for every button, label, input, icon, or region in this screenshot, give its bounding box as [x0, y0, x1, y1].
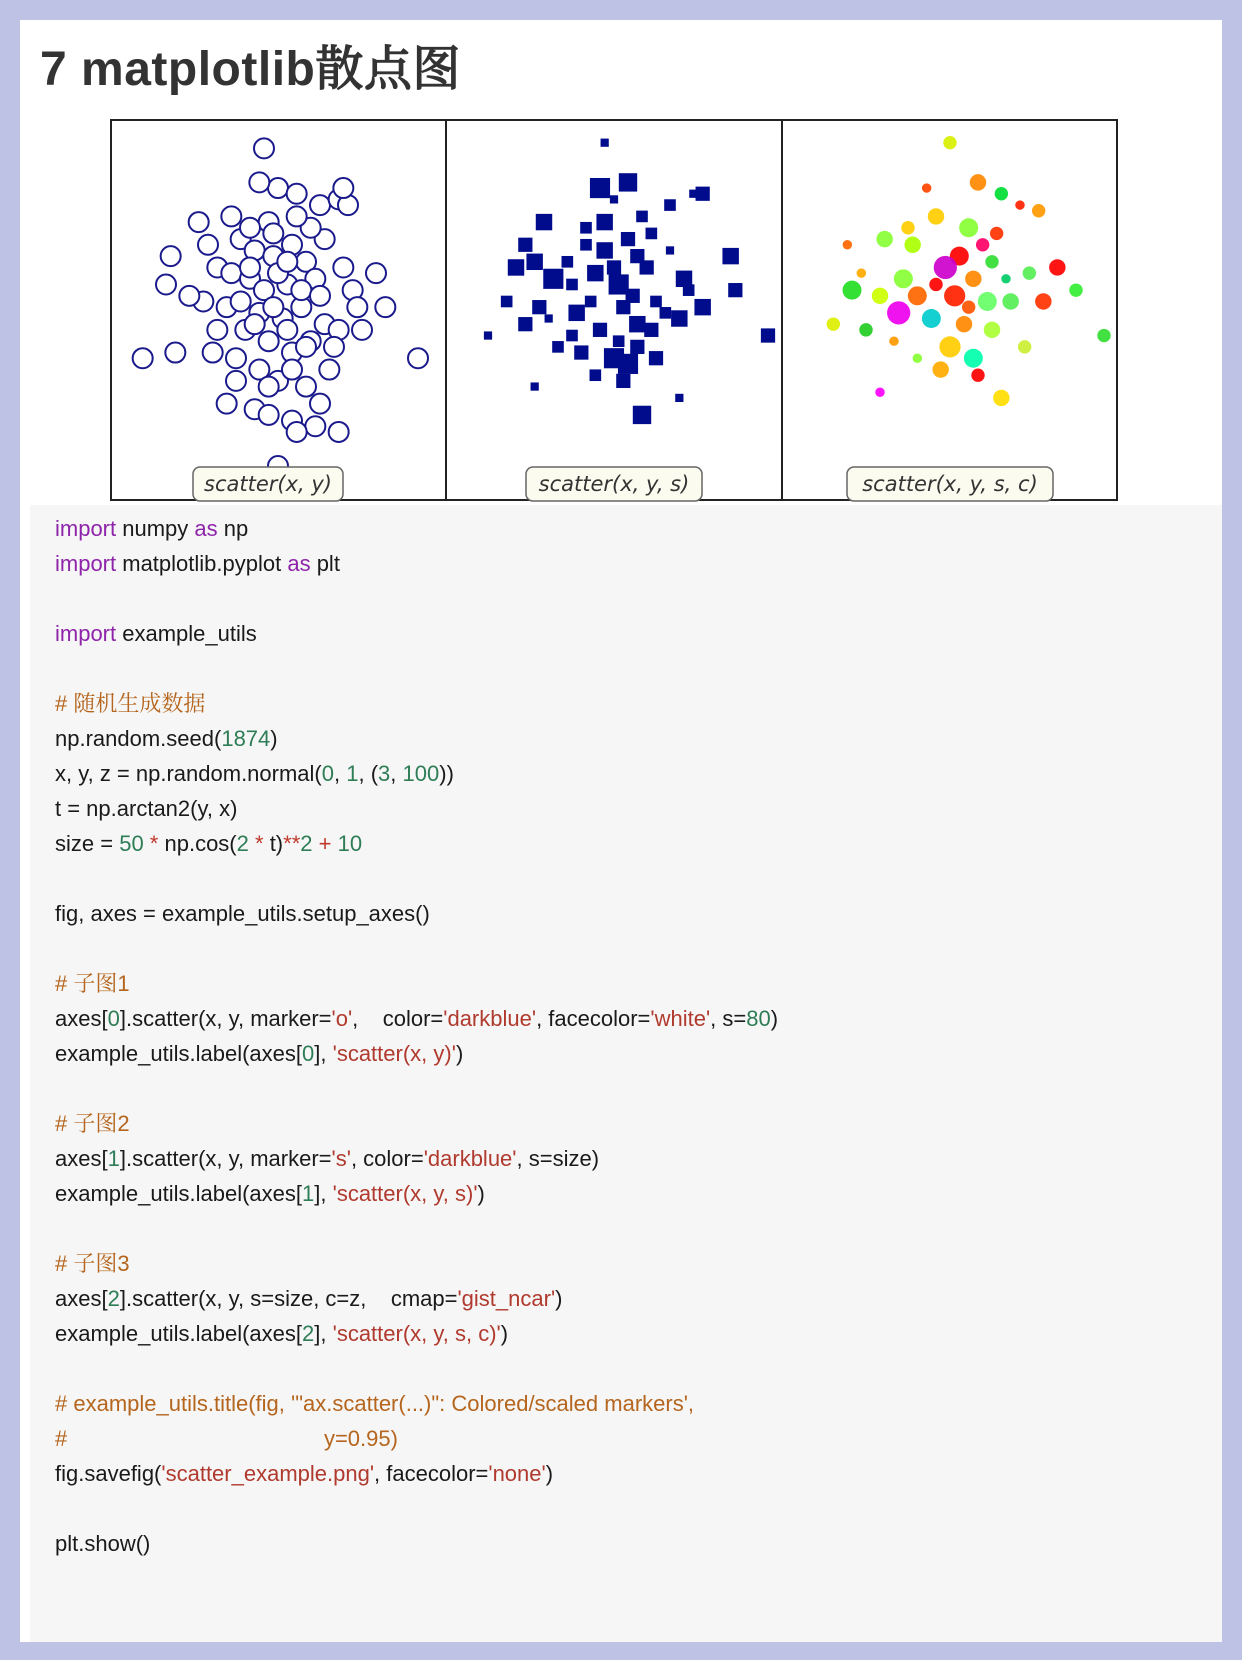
scatter-point: [596, 214, 612, 230]
scatter-point: [683, 284, 695, 296]
scatter-point: [922, 309, 941, 328]
code-text: ],: [314, 1041, 333, 1066]
scatter-point: [626, 289, 640, 303]
scatter-point: [217, 394, 237, 414]
scatter-point: [277, 320, 297, 340]
keyword: import: [55, 551, 117, 576]
scatter-point: [552, 341, 564, 353]
code-comment: # example_utils.title(fig, '"ax.scatter(...)": Colored/scaled markers',: [55, 1391, 695, 1416]
number: 1: [107, 1146, 120, 1171]
code-text: ): [555, 1286, 563, 1311]
string: 'scatter(x, y, s, c)': [332, 1321, 501, 1346]
scatter-point: [964, 349, 983, 368]
scatter-point: [944, 285, 965, 306]
code-text: ): [455, 1041, 464, 1066]
scatter-point: [310, 286, 330, 306]
scatter-point: [722, 248, 738, 264]
code-text: , s=size): [516, 1146, 600, 1171]
scatter-point: [859, 323, 872, 336]
scatter-point: [1035, 293, 1051, 309]
panel-label: scatter(x, y): [204, 472, 332, 496]
scatter-point: [965, 271, 981, 287]
number: 0: [321, 761, 334, 786]
scatter-point: [585, 296, 597, 308]
scatter-point: [580, 222, 592, 234]
scatter-point: [156, 274, 176, 294]
scatter-point: [633, 406, 651, 424]
scatter-point: [226, 371, 246, 391]
scatter-point: [319, 360, 339, 380]
code-text: np: [217, 516, 249, 541]
scatter-point: [993, 390, 1009, 406]
code-text: axes[: [55, 1146, 108, 1171]
code-text: )): [439, 761, 454, 786]
code-comment: # 子图3: [55, 1251, 130, 1276]
scatter-point: [1018, 340, 1031, 353]
code-text: example_utils.label(axes[: [55, 1181, 303, 1206]
scatter-point: [601, 139, 609, 147]
string: 'scatter_example.png': [161, 1461, 375, 1486]
number: 2: [107, 1286, 120, 1311]
panel-labels: [193, 467, 1053, 501]
scatter-point: [889, 336, 898, 345]
scatter-point: [287, 422, 307, 442]
scatter-point: [179, 286, 199, 306]
code-line-9: fig, axes = example_utils.setup_axes(): [55, 901, 430, 926]
scatter-point: [908, 286, 927, 305]
scatter-point: [282, 360, 302, 380]
article-card: [20, 20, 1222, 1642]
scatter-point: [352, 320, 372, 340]
code-text: ): [500, 1321, 509, 1346]
code-line-5: [55, 725, 278, 753]
scatter-point: [901, 221, 914, 234]
code-line-18: [55, 1320, 508, 1348]
panel-scatter-xysc: [827, 136, 1111, 490]
scatter-point: [971, 369, 984, 382]
scatter-point: [928, 208, 944, 224]
scatter-point: [375, 297, 395, 317]
string: 'scatter(x, y)': [332, 1041, 456, 1066]
code-text: ): [477, 1181, 485, 1206]
scatter-point: [613, 335, 625, 347]
scatter-point: [943, 136, 956, 149]
code-text: axes[: [55, 1006, 108, 1031]
number: 3: [378, 761, 391, 786]
scatter-point: [263, 297, 283, 317]
code-text: matplotlib.pyplot: [116, 551, 288, 576]
scatter-point: [610, 195, 618, 203]
scatter-point: [329, 422, 349, 442]
scatter-point: [203, 343, 223, 363]
scatter-point: [333, 178, 353, 198]
scatter-point: [956, 316, 972, 332]
scatter-point: [593, 323, 607, 337]
number: 10: [337, 831, 363, 856]
code-text: example_utils.label(axes[: [55, 1041, 303, 1066]
code-line-3: [55, 620, 257, 648]
string: 'none': [488, 1461, 546, 1486]
scatter-point: [616, 374, 630, 388]
number: 1874: [221, 726, 271, 751]
number: 50: [119, 831, 144, 856]
scatter-point: [1015, 200, 1024, 209]
scatter-point: [133, 348, 153, 368]
scatter-point: [607, 260, 621, 274]
scatter-point: [675, 394, 683, 402]
number: 2: [302, 1321, 315, 1346]
scatter-point: [165, 343, 185, 363]
scatter-point: [875, 387, 884, 396]
code-text: ): [545, 1461, 554, 1486]
scatter-point: [287, 184, 307, 204]
scatter-point: [587, 265, 603, 281]
scatter-point: [574, 345, 588, 359]
figure-svg: [110, 100, 1142, 522]
code-text: x, y, z = np.random.normal(: [55, 761, 322, 786]
code-text: ].scatter(x, y, marker=: [119, 1006, 332, 1031]
scatter-point: [990, 227, 1003, 240]
scatter-point: [1097, 329, 1110, 342]
scatter-point: [959, 218, 978, 237]
scatter-point: [913, 353, 922, 362]
scatter-point: [984, 322, 1000, 338]
scatter-point: [545, 314, 553, 322]
scatter-point: [619, 173, 637, 191]
operator: +: [312, 831, 338, 856]
code-line-22: plt.show(): [55, 1531, 151, 1556]
scatter-point: [664, 199, 676, 211]
scatter-point: [671, 310, 687, 326]
scatter-point: [976, 238, 989, 251]
scatter-point: [929, 278, 942, 291]
scatter-point: [978, 292, 997, 311]
scatter-point: [590, 178, 610, 198]
scatter-point: [347, 297, 367, 317]
scatter-point: [518, 317, 532, 331]
number: 0: [302, 1041, 315, 1066]
scatter-point: [934, 256, 957, 279]
scatter-point: [245, 314, 265, 334]
scatter-point: [536, 214, 552, 230]
scatter-point: [660, 307, 672, 319]
number: 100: [402, 761, 440, 786]
scatter-point: [240, 218, 260, 238]
scatter-point: [532, 300, 546, 314]
scatter-point: [580, 239, 592, 251]
scatter-point: [939, 336, 960, 357]
scatter-point: [970, 174, 986, 190]
scatter-point: [259, 377, 279, 397]
code-line-8: [55, 830, 362, 858]
scatter-point: [640, 260, 654, 274]
scatter-point: [962, 300, 975, 313]
code-text: , s=: [710, 1006, 747, 1031]
scatter-point: [887, 301, 910, 324]
code-text: , color=: [352, 1006, 444, 1031]
scatter-point: [876, 231, 892, 247]
code-text: ): [770, 1006, 779, 1031]
scatter-point: [629, 316, 645, 332]
scatter-point: [932, 361, 948, 377]
code-block: [30, 505, 1222, 1642]
number: 2: [300, 831, 313, 856]
code-text: ): [270, 726, 278, 751]
keyword: import: [55, 621, 117, 646]
scatter-point: [644, 323, 658, 337]
code-line-6: [55, 760, 454, 788]
scatter-point: [296, 337, 316, 357]
code-text: ],: [314, 1321, 333, 1346]
code-line-2: [55, 550, 340, 578]
panel-scatter-xy: [133, 138, 428, 498]
code-text: size =: [55, 831, 120, 856]
scatter-point: [531, 382, 539, 390]
scatter-point: [857, 268, 866, 277]
scatter-point: [1032, 204, 1045, 217]
scatter-point: [666, 246, 674, 254]
scatter-point: [259, 331, 279, 351]
keyword: import: [55, 516, 117, 541]
scatter-point: [630, 340, 644, 354]
string: 'darkblue': [423, 1146, 517, 1171]
scatter-point: [263, 223, 283, 243]
scatter-point: [650, 296, 662, 308]
scatter-point: [590, 369, 602, 381]
code-line-12: [55, 1040, 463, 1068]
code-line-11: [55, 1005, 778, 1033]
scatter-point: [508, 259, 524, 275]
code-text: plt: [310, 551, 340, 576]
scatter-point: [198, 235, 218, 255]
code-text: np.random.seed(: [55, 726, 222, 751]
code-text: example_utils: [116, 621, 257, 646]
scatter-point: [636, 211, 648, 223]
scatter-point: [649, 351, 663, 365]
code-text: ,: [334, 761, 347, 786]
scatter-point: [161, 246, 181, 266]
scatter-figure: [110, 100, 1142, 522]
scatter-point: [1069, 283, 1082, 296]
panel-label: scatter(x, y, s): [538, 472, 690, 496]
scatter-point: [618, 354, 638, 374]
code-line-1: [55, 515, 248, 543]
string: 'o': [331, 1006, 353, 1031]
code-line-17: [55, 1285, 562, 1313]
number: 0: [107, 1006, 120, 1031]
keyword: as: [287, 551, 311, 576]
scatter-point: [995, 187, 1008, 200]
code-text: fig.savefig(: [55, 1461, 162, 1486]
string: 'scatter(x, y, s)': [332, 1181, 478, 1206]
code-line-14: [55, 1145, 599, 1173]
string: 'darkblue': [443, 1006, 537, 1031]
scatter-point: [526, 254, 542, 270]
scatter-point: [568, 305, 584, 321]
scatter-point: [696, 187, 710, 201]
code-comment: # 子图2: [55, 1111, 130, 1136]
code-comment: # 子图1: [55, 971, 130, 996]
scatter-point: [268, 178, 288, 198]
scatter-point: [254, 138, 274, 158]
operator: *: [248, 831, 270, 856]
scatter-point: [189, 212, 209, 232]
number: 80: [746, 1006, 771, 1031]
scatter-point: [207, 320, 227, 340]
code-text: , facecolor=: [374, 1461, 489, 1486]
code-text: , (: [358, 761, 379, 786]
string: 's': [331, 1146, 351, 1171]
scatter-point: [566, 279, 578, 291]
scatter-point: [277, 252, 297, 272]
scatter-point: [518, 238, 532, 252]
scatter-point: [904, 237, 920, 253]
scatter-point: [484, 331, 492, 339]
scatter-point: [221, 263, 241, 283]
scatter-point: [259, 405, 279, 425]
scatter-point: [287, 206, 307, 226]
scatter-point: [221, 206, 241, 226]
number: 2: [236, 831, 249, 856]
scatter-point: [843, 281, 862, 300]
scatter-point: [324, 337, 344, 357]
scatter-point: [501, 296, 513, 308]
code-text: , facecolor=: [536, 1006, 651, 1031]
scatter-point: [305, 416, 325, 436]
scatter-point: [827, 317, 840, 330]
scatter-point: [894, 269, 913, 288]
code-text: example_utils.label(axes[: [55, 1321, 303, 1346]
scatter-point: [366, 263, 386, 283]
scatter-point: [728, 283, 742, 297]
code-text: ].scatter(x, y, marker=: [119, 1146, 332, 1171]
code-text: t): [269, 831, 284, 856]
number: 1: [346, 761, 359, 786]
scatter-point: [922, 183, 931, 192]
scatter-point: [543, 269, 563, 289]
code-line-7: t = np.arctan2(y, x): [55, 796, 238, 821]
scatter-point: [249, 172, 269, 192]
scatter-point: [226, 348, 246, 368]
scatter-point: [408, 348, 428, 368]
scatter-point: [566, 330, 578, 342]
keyword: as: [194, 516, 218, 541]
code-text: ,: [390, 761, 403, 786]
scatter-point: [240, 257, 260, 277]
panel-label: scatter(x, y, s, c): [862, 472, 1038, 496]
scatter-point: [646, 228, 658, 240]
page-title: 7 matplotlib散点图: [40, 43, 461, 96]
scatter-point: [1001, 274, 1010, 283]
string: 'gist_ncar': [457, 1286, 556, 1311]
code-text: axes[: [55, 1286, 108, 1311]
scatter-point: [291, 280, 311, 300]
scatter-point: [1023, 266, 1036, 279]
scatter-point: [596, 242, 612, 258]
scatter-point: [1049, 259, 1065, 275]
panel-scatter-xys: [484, 139, 775, 495]
scatter-point: [310, 195, 330, 215]
scatter-point: [761, 328, 775, 342]
code-text: ].scatter(x, y, s=size, c=z, cmap=: [119, 1286, 458, 1311]
operator: **: [283, 831, 301, 856]
code-text: , color=: [350, 1146, 424, 1171]
scatter-point: [333, 257, 353, 277]
string: 'white': [650, 1006, 711, 1031]
scatter-point: [985, 255, 998, 268]
scatter-point: [843, 240, 852, 249]
scatter-point: [562, 256, 574, 268]
scatter-point: [694, 299, 710, 315]
code-comment: # y=0.95): [55, 1426, 398, 1451]
code-line-15: [55, 1180, 485, 1208]
scatter-point: [872, 288, 888, 304]
number: 1: [302, 1181, 315, 1206]
code-text: ],: [314, 1181, 333, 1206]
operator: *: [143, 831, 165, 856]
scatter-point: [310, 394, 330, 414]
code-comment: # 随机生成数据: [55, 691, 206, 716]
scatter-point: [1002, 293, 1018, 309]
code-text: numpy: [116, 516, 195, 541]
scatter-point: [296, 377, 316, 397]
code-text: np.cos(: [164, 831, 237, 856]
code-line-21: [55, 1460, 553, 1488]
scatter-point: [231, 291, 251, 311]
scatter-point: [621, 232, 635, 246]
